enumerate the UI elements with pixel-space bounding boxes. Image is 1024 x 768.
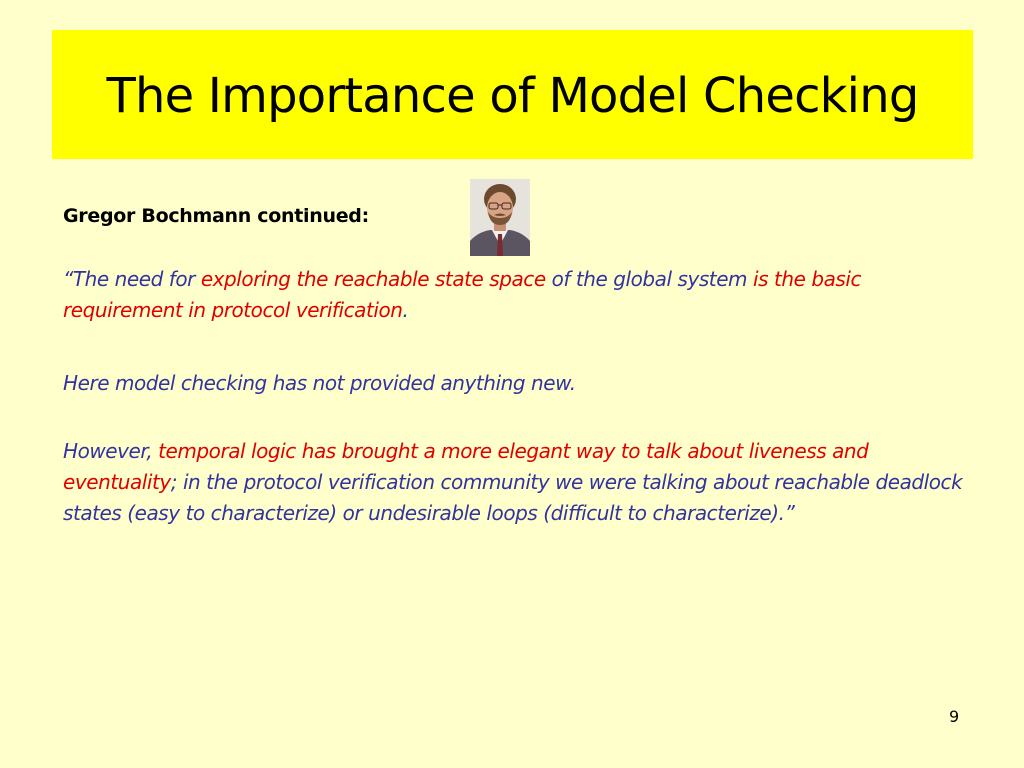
quote-paragraph-2: Here model checking has not provided anything new. <box>63 371 576 395</box>
quote-emphasis: temporal logic has brought a more elegant way to talk about liveness and eventuality <box>63 439 869 494</box>
quote-text: of the global system <box>545 267 753 291</box>
slide-title: The Importance of Model Checking <box>106 67 919 124</box>
title-bar <box>52 30 973 159</box>
quote-emphasis: exploring the reachable state space <box>200 267 546 291</box>
speaker-heading: Gregor Bochmann continued: <box>63 205 369 227</box>
quote-paragraph-1 <box>63 264 968 326</box>
quote-text: ; in the protocol verification community we were talking about reachable deadlock states (easy to characterize) or undesirable loops (difficult to characterize).” <box>63 470 963 525</box>
quote-paragraph-3 <box>63 436 968 529</box>
quote-text: “The need for <box>63 267 201 291</box>
page-number: 9 <box>949 707 960 726</box>
quote-text: . <box>402 298 409 322</box>
person-portrait-icon <box>470 179 530 256</box>
speaker-portrait <box>470 179 530 256</box>
quote-text: However, <box>63 439 159 463</box>
quote-emphasis: is the basic requirement in protocol verification <box>63 267 862 322</box>
